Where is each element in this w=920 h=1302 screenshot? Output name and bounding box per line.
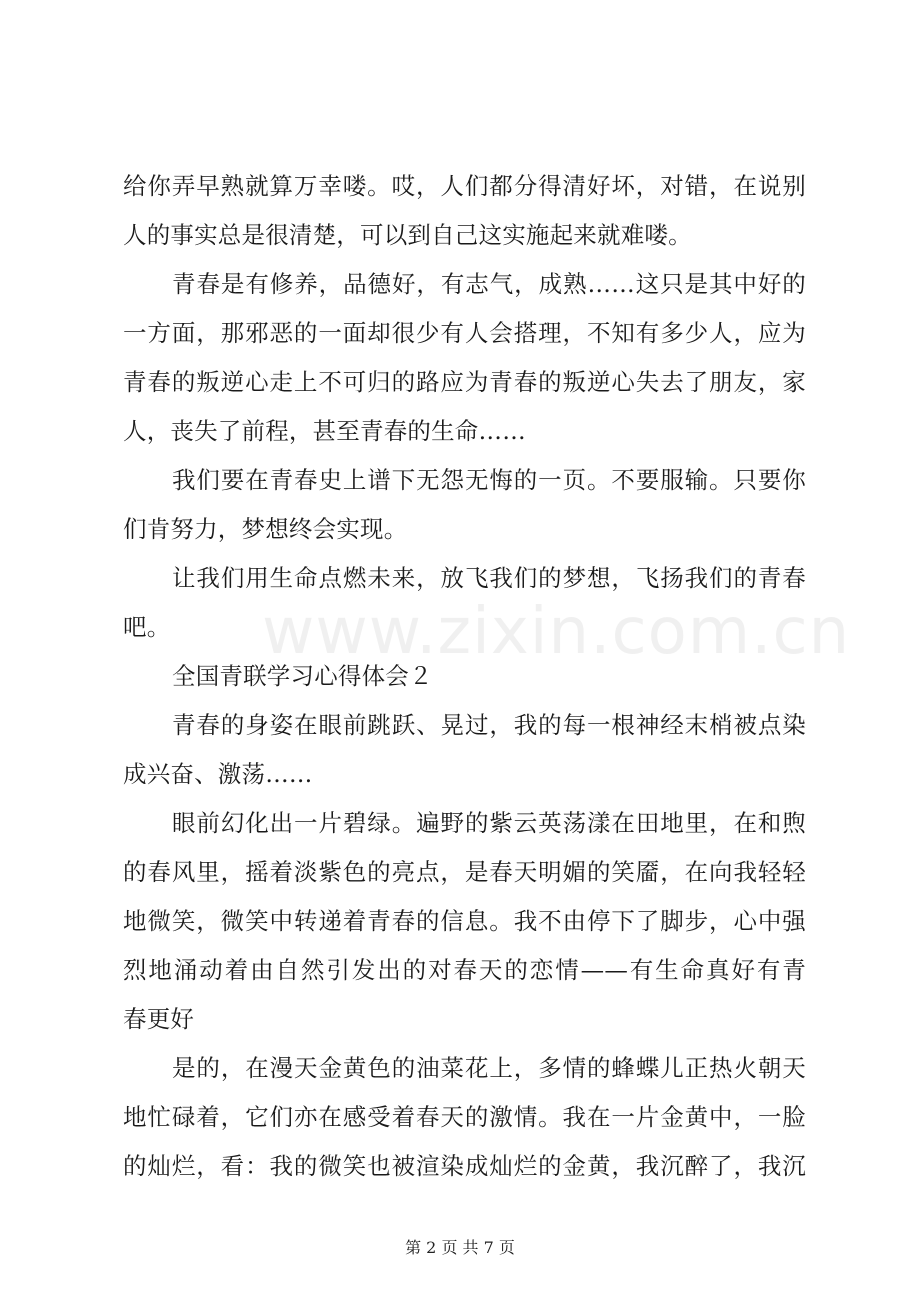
paragraph-first-line: 我们要在青春史上谱下无怨无悔的一页。不要服输。只要你 bbox=[172, 466, 806, 494]
text-line: 地微笑，微笑中转递着青春的信息。我不由停下了脚步，心中强 bbox=[123, 907, 806, 935]
text-line: 地忙碌着，它们亦在感受着春天的激情。我在一片金黄中，一脸 bbox=[123, 1103, 806, 1131]
paragraph-first-line: 青春的身姿在眼前跳跃、晃过，我的每一根神经末梢被点染 bbox=[172, 711, 806, 739]
paragraph-first-line: 青春是有修养，品德好，有志气，成熟……这只是其中好的 bbox=[172, 270, 806, 298]
text-line: 一方面，那邪恶的一面却很少有人会搭理，不知有多少人，应为 bbox=[123, 319, 806, 347]
text-line: 吧。 bbox=[123, 613, 171, 641]
page-footer: 第 2 页 共 7 页 bbox=[405, 1238, 515, 1257]
paragraph-first-line: 眼前幻化出一片碧绿。遍野的紫云英荡漾在田地里，在和煦 bbox=[172, 809, 806, 837]
text-line: 的春风里，摇着淡紫色的亮点，是春天明媚的笑靥，在向我轻轻 bbox=[123, 858, 806, 886]
paragraph-first-line: 让我们用生命点燃未来，放飞我们的梦想，飞扬我们的青春 bbox=[172, 564, 806, 592]
text-line: 给你弄早熟就算万幸喽。哎，人们都分得清好坏，对错，在说别 bbox=[123, 172, 806, 200]
text-line: 人的事实总是很清楚，可以到自己这实施起来就难喽。 bbox=[123, 221, 692, 249]
text-line: 的灿烂，看：我的微笑也被渲染成灿烂的金黄，我沉醉了，我沉 bbox=[123, 1152, 806, 1180]
text-line: 烈地涌动着由自然引发出的对春天的恋情——有生命真好有青 bbox=[123, 956, 806, 984]
text-line: 们肯努力，梦想终会实现。 bbox=[123, 515, 408, 543]
text-line: 成兴奋、激荡…… bbox=[123, 760, 313, 788]
watermark: www.zixin.com.cn bbox=[262, 595, 851, 669]
text-line: 人，丧失了前程，甚至青春的生命…… bbox=[123, 417, 526, 445]
text-line: 青春的叛逆心走上不可归的路应为青春的叛逆心失去了朋友，家 bbox=[123, 368, 806, 396]
paragraph-first-line: 是的，在漫天金黄色的油菜花上，多情的蜂蝶儿正热火朝天 bbox=[172, 1054, 806, 1082]
text-line: 春更好 bbox=[123, 1005, 195, 1033]
section-heading: 全国青联学习心得体会２ bbox=[172, 662, 433, 690]
